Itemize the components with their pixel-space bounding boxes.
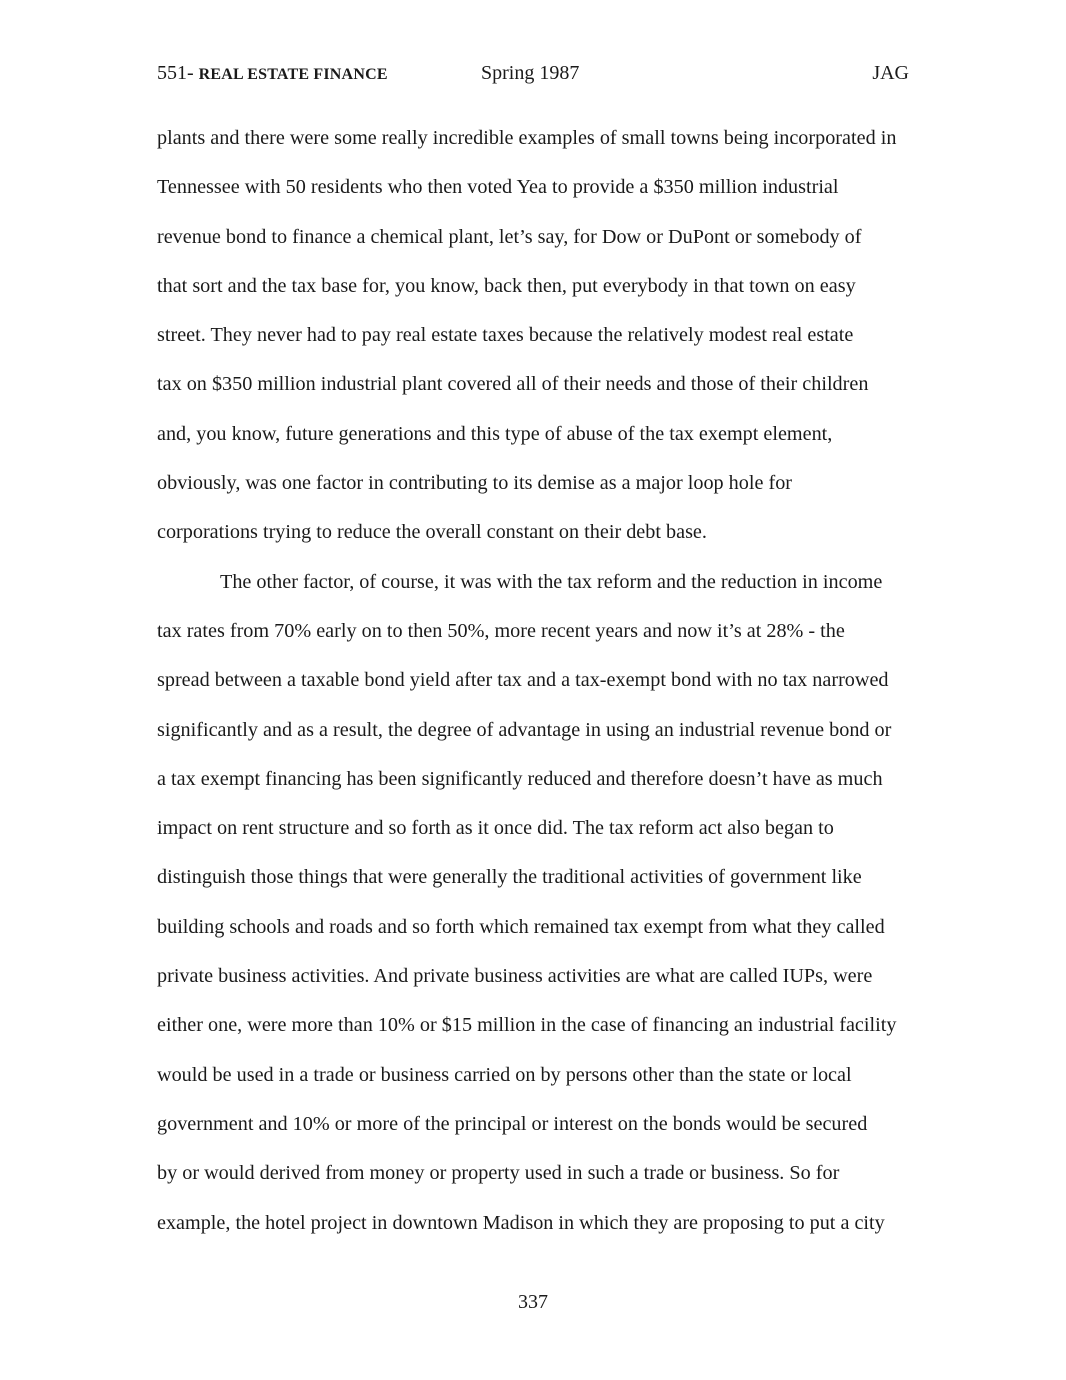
text-line: plants and there were some really incredible examples of small towns being incorporated in: [157, 127, 897, 149]
term-label: Spring 1987: [481, 62, 580, 84]
text-line: obviously, was one factor in contributing to its demise as a major loop hole for: [157, 472, 793, 495]
text-line: corporations trying to reduce the overall constant on their debt base.: [157, 521, 707, 544]
text-line: tax on $350 million industrial plant covered all of their needs and those of their children: [157, 373, 869, 396]
text-line: and, you know, future generations and this type of abuse of the tax exempt element,: [157, 422, 833, 445]
page-header: [157, 62, 909, 90]
course-number: 551-: [157, 62, 194, 84]
text-line: tax rates from 70% early on to then 50%, more recent years and now it’s at 28% - the: [157, 619, 845, 642]
text-line: would be used in a trade or business carried on by persons other than the state or local: [157, 1063, 852, 1086]
text-line: government and 10% or more of the principal or interest on the bonds would be secured: [157, 1112, 868, 1135]
text-line: impact on rent structure and so forth as it once did. The tax reform act also began to: [157, 817, 834, 840]
text-line: distinguish those things that were generally the traditional activities of government like: [157, 866, 862, 889]
text-line: significantly and as a result, the degree of advantage in using an industrial revenue bond or: [157, 718, 892, 741]
text-line: spread between a taxable bond yield after tax and a tax-exempt bond with no tax narrowed: [157, 669, 889, 692]
text-line: private business activities. And private business activities are what are called IUPs, were: [157, 965, 873, 988]
body-text: [157, 122, 917, 1256]
text-line: Tennessee with 50 residents who then voted Yea to provide a $350 million industrial: [157, 176, 839, 199]
text-line: street. They never had to pay real estate taxes because the relatively modest real estate: [157, 324, 854, 347]
author-initials: JAG: [872, 62, 909, 84]
text-line: a tax exempt financing has been significantly reduced and therefore doesn’t have as much: [157, 767, 883, 790]
text-line: either one, were more than 10% or $15 million in the case of financing an industrial facility: [157, 1014, 897, 1037]
text-line: revenue bond to finance a chemical plant, let’s say, for Dow or DuPont or somebody of: [157, 225, 862, 248]
text-line: example, the hotel project in downtown Madison in which they are proposing to put a city: [157, 1211, 885, 1234]
paragraph-first-line: The other factor, of course, it was with the tax reform and the reduction in income: [220, 570, 883, 593]
course-heading: [157, 62, 388, 85]
text-line: by or would derived from money or property used in such a trade or business. So for: [157, 1162, 840, 1185]
text-line: building schools and roads and so forth which remained tax exempt from what they called: [157, 915, 885, 938]
text-line: that sort and the tax base for, you know, back then, put everybody in that town on easy: [157, 274, 856, 297]
page-number: 337: [518, 1291, 548, 1313]
course-title: REAL ESTATE FINANCE: [198, 66, 388, 83]
